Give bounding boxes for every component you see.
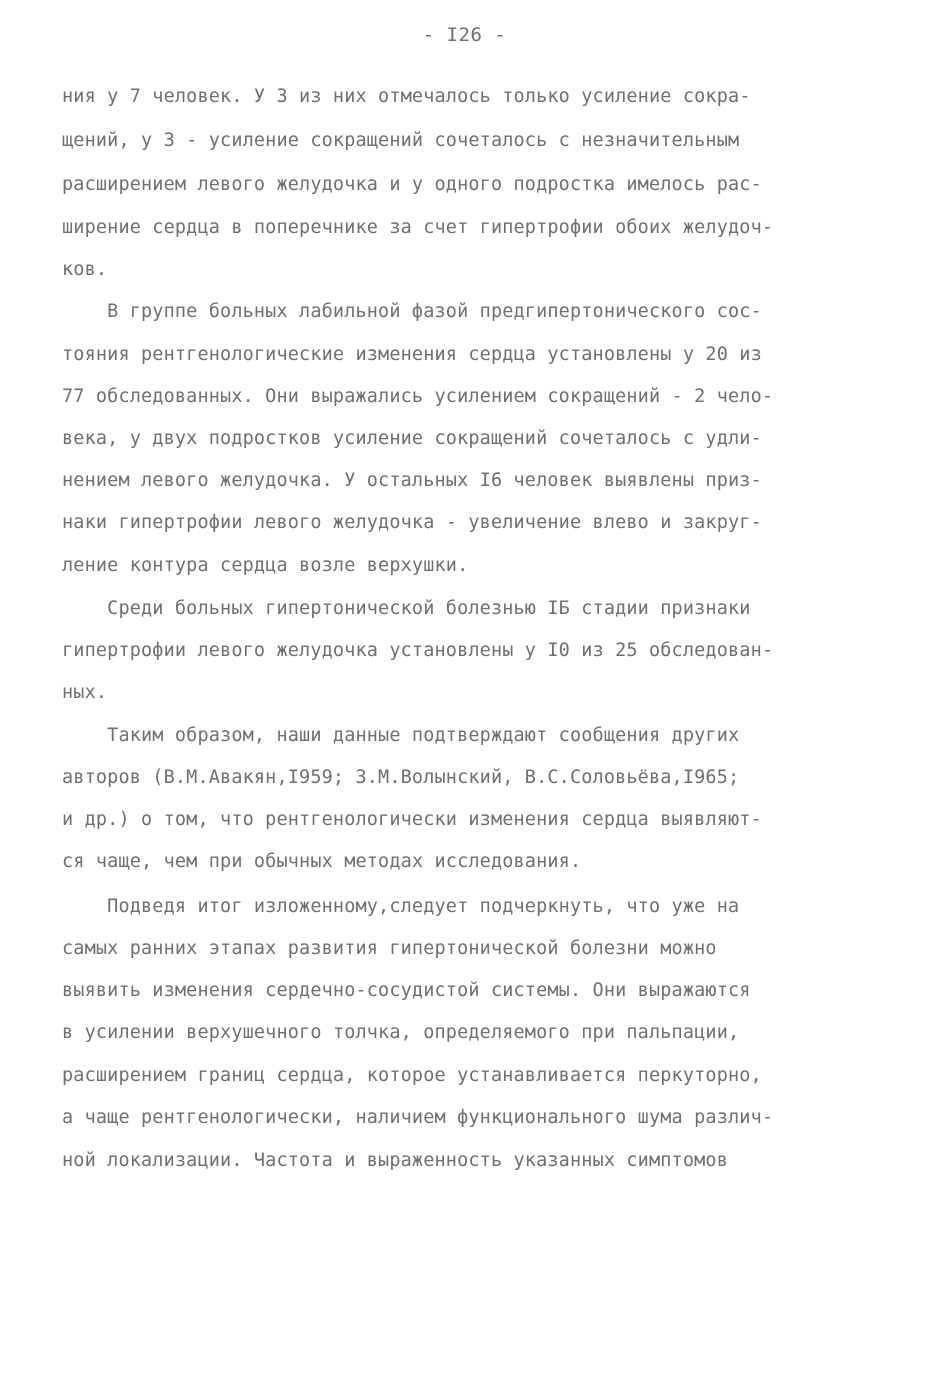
text-line: самых ранних этапах развития гипертонической болезни можно: [62, 938, 717, 959]
text-line: В группе больных лабильной фазой предгипертонического сос-: [62, 301, 762, 322]
text-line: и др.) о том, что рентгенологически изменения сердца выявляют-: [62, 809, 762, 830]
text-line: ся чаще, чем при обычных методах исследования.: [62, 851, 582, 872]
text-line: ление контура сердца возле верхушки.: [62, 555, 469, 576]
text-line: Подведя итог изложенному,следует подчеркнуть, что уже на: [62, 896, 740, 917]
text-line: щений, у 3 - усиление сокращений сочеталось с незначительным: [62, 130, 740, 151]
text-line: ков.: [62, 259, 108, 280]
text-line: расширением левого желудочка и у одного подростка имелось рас-: [62, 174, 762, 195]
text-line: тояния рентгенологические изменения сердца установлены у 20 из: [62, 344, 762, 365]
text-line: а чаще рентгенологически, наличием функционального шума различ-: [62, 1107, 774, 1128]
text-line: расширением границ сердца, которое устанавливается перкуторно,: [62, 1065, 762, 1086]
text-line: гипертрофии левого желудочка установлены у I0 из 25 обследован-: [62, 640, 774, 661]
text-line: Таким образом, наши данные подтверждают сообщения других: [62, 725, 740, 746]
text-line: века, у двух подростков усиление сокращений сочеталось с удли-: [62, 428, 762, 449]
text-line: 77 обследованных. Они выражались усилением сокращений - 2 чело-: [62, 386, 774, 407]
text-line: выявить изменения сердечно-сосудистой системы. Они выражаются: [62, 980, 751, 1001]
text-line: нением левого желудочка. У остальных I6 человек выявлены приз-: [62, 470, 762, 491]
text-line: ной локализации. Частота и выраженность указанных симптомов: [62, 1150, 728, 1171]
text-line: ных.: [62, 682, 108, 703]
text-line: наки гипертрофии левого желудочка - увеличение влево и закруг-: [62, 512, 762, 533]
text-line: ния у 7 человек. У 3 из них отмечалось только усиление сокра-: [62, 86, 751, 107]
text-line: ширение сердца в поперечнике за счет гипертрофии обоих желудоч-: [62, 217, 774, 238]
text-line: авторов (В.М.Авакян,I959; З.М.Волынский, В.С.Соловьёва,I965;: [62, 767, 740, 788]
text-line: в усилении верхушечного толчка, определяемого при пальпации,: [62, 1022, 740, 1043]
page-number: - I26 -: [422, 24, 507, 46]
text-line: Среди больных гипертонической болезнью IБ стадии признаки: [62, 598, 751, 619]
